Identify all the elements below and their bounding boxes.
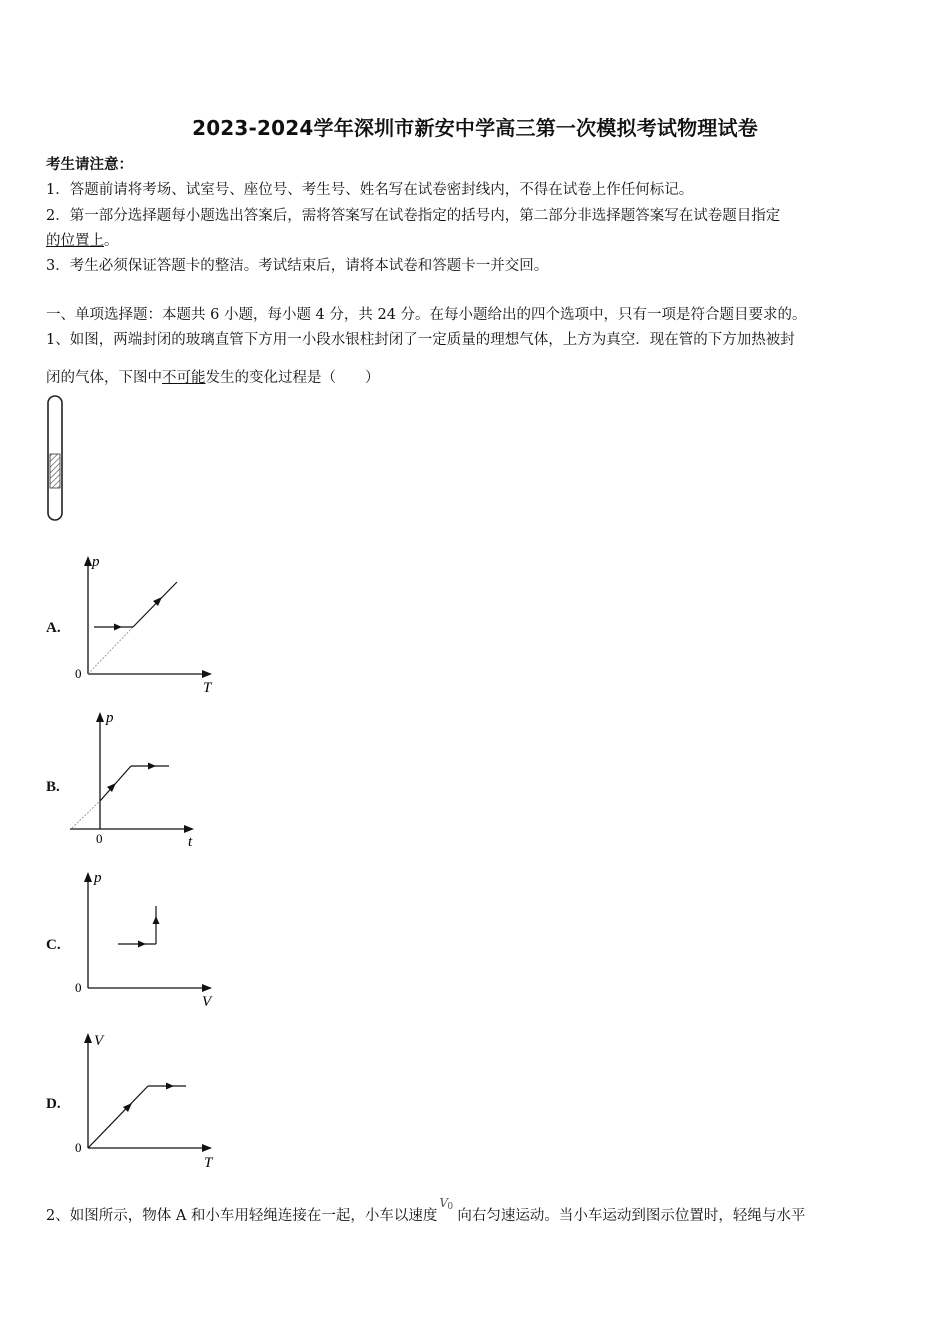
x-axis-arrow <box>184 825 194 833</box>
origin-label: 0 <box>75 980 82 995</box>
segment-arrow-1 <box>114 624 122 631</box>
option-d-graph <box>70 1027 230 1172</box>
option-a-graph <box>70 550 230 695</box>
y-axis-label: p <box>106 710 114 726</box>
option-c-graph <box>70 866 230 1011</box>
sloped-segment <box>88 1086 148 1148</box>
question-1-line-2 <box>46 366 380 387</box>
option-c-label: C. <box>46 937 61 953</box>
question-1-text-post: 发生的变化过程是（ ） <box>205 370 380 386</box>
question-1-line-1: 1、如图，两端封闭的玻璃直管下方用一小段水银柱封闭了一定质量的理想气体，上方为真空．现在管的下方加热被封 <box>46 332 795 348</box>
notice-item-2-tail: 。 <box>104 233 119 249</box>
y-axis-label: p <box>94 870 102 886</box>
x-axis-label: V <box>202 994 212 1010</box>
y-axis-arrow <box>84 1033 92 1043</box>
x-axis-label: T <box>203 680 212 695</box>
page-title: 2023-2024学年深圳市新安中学高三第一次模拟考试物理试卷 <box>192 116 758 140</box>
segment-arrow-2 <box>166 1083 174 1090</box>
dashed-extension <box>72 801 100 828</box>
velocity-symbol <box>437 1196 457 1220</box>
option-b-graph <box>64 706 214 851</box>
question-1-text-pre: 闭的气体，下图中 <box>46 370 162 386</box>
option-a-label: A. <box>46 620 61 636</box>
notice-item-1: 1．答题前请将考场、试室号、座位号、考生号、姓名写在试卷密封线内，不得在试卷上作任何标记。 <box>46 182 694 198</box>
segment-arrow-1 <box>107 783 116 792</box>
y-axis-arrow <box>84 872 92 882</box>
origin-label: 0 <box>75 1140 82 1155</box>
notice-item-3: 3．考生必须保证答题卡的整洁。考试结束后，请将本试卷和答题卡一并交回。 <box>46 258 549 274</box>
option-b-label: B. <box>46 779 60 795</box>
velocity-symbol-v: V <box>439 1196 449 1210</box>
y-axis-arrow <box>96 712 104 722</box>
origin-label: 0 <box>75 666 82 681</box>
x-axis-arrow <box>202 984 212 992</box>
section-heading: 一、单项选择题：本题共 6 小题，每小题 4 分，共 24 分。在每小题给出的四个选项中，只有一项是符合题目要求的。 <box>46 307 807 323</box>
y-axis-label: V <box>94 1033 104 1049</box>
x-axis-label: t <box>188 834 193 850</box>
segment-arrow-1 <box>138 941 146 948</box>
notice-heading: 考生请注意： <box>46 156 133 173</box>
option-d-label: D. <box>46 1096 61 1112</box>
question-2-line-1 <box>46 1196 806 1225</box>
question-2-text-post: 向右匀速运动。当小车运动到图示位置时，轻绳与水平 <box>457 1208 806 1224</box>
segment-arrow-2 <box>153 916 160 924</box>
notice-item-2: 2．第一部分选择题每小题选出答案后，需将答案写在试卷指定的括号内，第二部分非选择题答案写在试卷题目指定 <box>46 208 781 224</box>
sloped-segment <box>133 582 177 627</box>
segment-arrow-2 <box>148 763 156 770</box>
notice-item-2-underlined: 的位置上 <box>46 233 104 249</box>
velocity-symbol-subscript: 0 <box>447 1202 454 1212</box>
origin-label: 0 <box>96 831 103 846</box>
x-axis-arrow <box>202 1144 212 1152</box>
y-axis-arrow <box>84 556 92 566</box>
question-2-text-pre: 2、如图所示，物体 A 和小车用轻绳连接在一起，小车以速度 <box>46 1208 438 1224</box>
y-axis-label: p <box>92 554 100 570</box>
glass-tube-figure <box>40 392 70 524</box>
x-axis-arrow <box>202 670 212 678</box>
x-axis-label: T <box>204 1155 213 1171</box>
notice-item-2-continued <box>46 229 119 250</box>
question-1-underlined: 不可能 <box>162 370 206 386</box>
dashed-isochore <box>88 627 133 674</box>
mercury-column <box>50 454 60 488</box>
